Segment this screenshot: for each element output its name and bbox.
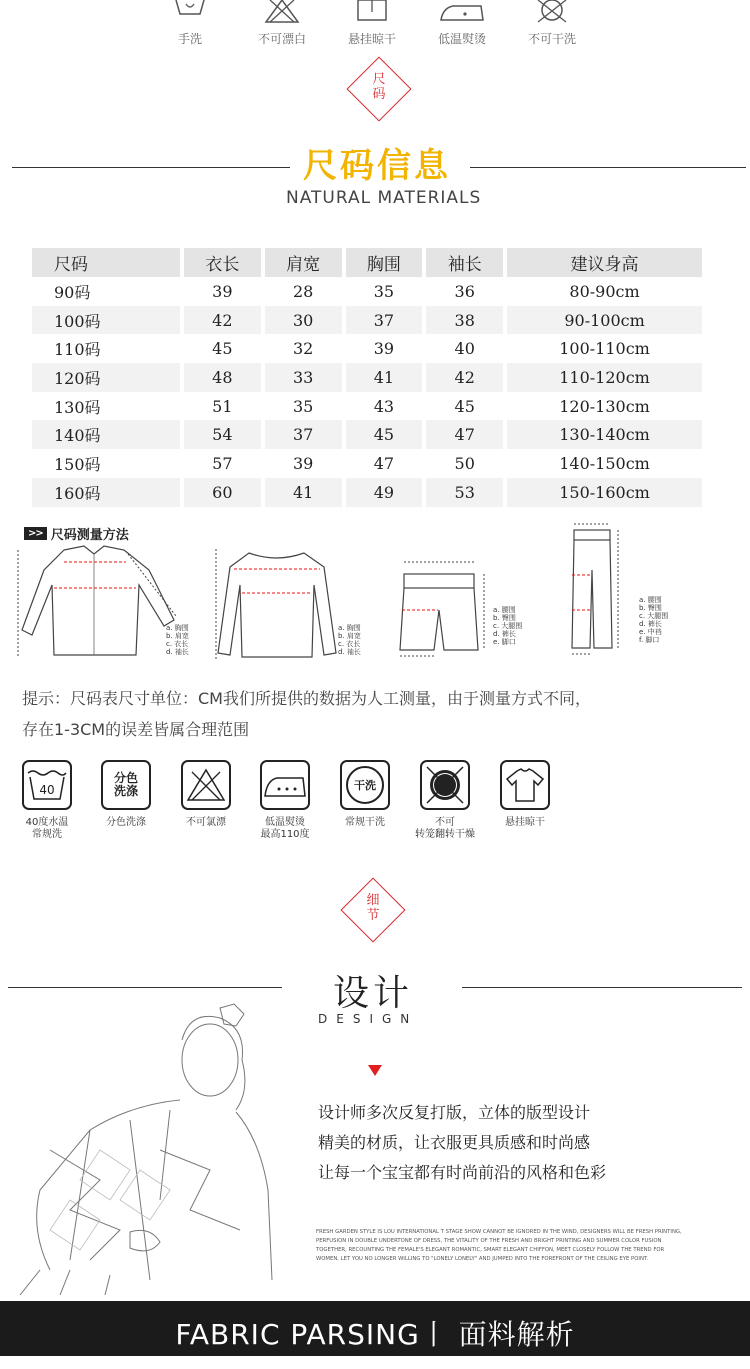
measure-method-title: 尺码测量方法 (50, 528, 129, 543)
table-cell: 48 (182, 363, 263, 392)
table-cell: 150-160cm (505, 478, 702, 507)
column-header: 肩宽 (263, 248, 344, 277)
column-header: 胸围 (344, 248, 425, 277)
care-icons-bottom (20, 760, 560, 855)
wash-40-icon (22, 760, 72, 810)
table-cell: 49 (344, 478, 425, 507)
design-divider-right (462, 987, 742, 988)
shorts-legend: a. 腰围 b. 臀围 c. 大腿围 d. 裤长 e. 脚口 (493, 606, 523, 646)
divider-left (12, 167, 290, 168)
column-header: 衣长 (182, 248, 263, 277)
column-header: 建议身高 (505, 248, 702, 277)
care-item-hang-dry: 悬挂晾干 (332, 0, 412, 47)
table-cell: 33 (263, 363, 344, 392)
table-row (32, 334, 702, 363)
table-cell: 47 (424, 420, 505, 449)
table-cell: 35 (344, 277, 425, 306)
size-tip (22, 683, 702, 745)
table-cell: 51 (182, 392, 263, 421)
table-cell: 41 (344, 363, 425, 392)
table-row (32, 277, 702, 306)
table-cell: 47 (344, 449, 425, 478)
care-item-no-dryclean: 不可干洗 (512, 0, 592, 47)
fashion-sketch-illustration (10, 1000, 300, 1295)
care-item-no-chlorine: 不可氯漂 (171, 760, 241, 829)
table-cell: 120-130cm (505, 392, 702, 421)
table-cell: 39 (263, 449, 344, 478)
table-cell: 140码 (32, 420, 182, 449)
shorts-diagram-icon (394, 550, 494, 660)
design-badge: 细 节 (366, 893, 380, 923)
double-arrow-icon: >> (24, 527, 47, 540)
no-tumble-dry-icon (420, 760, 470, 810)
dry-clean-icon: 干洗 (340, 760, 390, 810)
table-cell: 43 (344, 392, 425, 421)
fabric-parsing-banner: FABRIC PARSING丨 面料解析 (0, 1301, 750, 1356)
size-tip-line2: 存在1-3CM的误差皆属合理范围 (22, 720, 250, 739)
table-cell: 40 (424, 334, 505, 363)
table-cell: 36 (424, 277, 505, 306)
size-table (32, 248, 702, 507)
table-cell: 45 (182, 334, 263, 363)
column-header: 尺码 (32, 248, 182, 277)
care-item-dry-clean: 干洗 常规干洗 (330, 760, 400, 829)
care-icons-top (150, 0, 600, 56)
table-cell: 45 (424, 392, 505, 421)
table-cell: 38 (424, 306, 505, 335)
pants-legend: a. 腰围 b. 臀围 c. 大腿围 d. 裤长 e. 中裆 f. 脚口 (639, 596, 669, 644)
no-bleach-icon (262, 0, 302, 24)
table-cell: 130-140cm (505, 420, 702, 449)
table-cell: 35 (263, 392, 344, 421)
table-cell: 39 (182, 277, 263, 306)
design-fine-print: FRESH GARDEN STYLE IS LOU INTERNATIONAL T STAGE SHOW CANNOT BE IGNORED IN THE WIND, DESIGNERS WILL BE FRESH PRINTING, PERFUSION IN DOUBLE UNDERTONE OF DRESS, THE VITALITY OF THE FRESH AND BRIGHT PRINTING AND SUMMER COLOR FUSION TOGETHER, RECOUNTING THE FEMALE'S ELEGANT ROMANTIC, SMART ELEGANT CHIFFON, MEET CLOSELY FOLLOW THE TREND FOR WOMEN, LET YOU NO LONGER WILLING TO "LONELY LONELY" AND JUMPED INTO THE FOREFRONT OF THE CEILING EYE POINT. (316, 1229, 682, 1262)
table-cell: 54 (182, 420, 263, 449)
table-cell: 90-100cm (505, 306, 702, 335)
table-row (32, 478, 702, 507)
table-cell: 32 (263, 334, 344, 363)
size-table-header (32, 248, 702, 277)
table-cell: 50 (424, 449, 505, 478)
table-row (32, 449, 702, 478)
care-item-no-bleach: 不可漂白 (242, 0, 322, 47)
care-item-hand-wash: 手洗 (150, 0, 230, 47)
table-row (32, 306, 702, 335)
table-cell: 160码 (32, 478, 182, 507)
care-item-wash-40: 40 40度水温 常规洗 (12, 760, 82, 841)
care-item-low-iron-110: 低温熨烫 最高110度 (250, 760, 320, 841)
hand-wash-icon (170, 0, 210, 24)
table-cell: 30 (263, 306, 344, 335)
low-iron-icon (437, 0, 487, 24)
table-cell: 37 (344, 306, 425, 335)
care-item-no-tumble-dry: 不可 转笼翻转干燥 (410, 760, 480, 841)
table-cell: 57 (182, 449, 263, 478)
design-line: 精美的材质，让衣服更具质感和时尚感 (318, 1133, 591, 1152)
design-line: 设计师多次反复打版，立体的版型设计 (318, 1103, 591, 1122)
table-row (32, 363, 702, 392)
low-iron-110-icon (260, 760, 310, 810)
table-cell: 60 (182, 478, 263, 507)
design-title: 设计 (333, 973, 414, 1014)
table-cell: 130码 (32, 392, 182, 421)
svg-text:40: 40 (39, 783, 55, 797)
table-cell: 45 (344, 420, 425, 449)
care-item-low-iron: 低温熨烫 (422, 0, 502, 47)
table-cell: 80-90cm (505, 277, 702, 306)
table-cell: 53 (424, 478, 505, 507)
hang-dry-icon (352, 0, 392, 24)
sweater-legend: a. 胸围 b. 肩宽 c. 衣长 d. 袖长 (338, 624, 361, 656)
size-tip-line1: 提示：尺码表尺寸单位：CM我们所提供的数据为人工测量，由于测量方式不同， (22, 689, 591, 708)
measure-diagrams (14, 520, 704, 670)
column-header: 袖长 (424, 248, 505, 277)
table-cell: 41 (263, 478, 344, 507)
section-badge-size: 尺 码 (372, 72, 386, 102)
table-cell: 100码 (32, 306, 182, 335)
divider-right (470, 167, 746, 168)
design-divider-left (8, 987, 282, 988)
table-row (32, 420, 702, 449)
table-cell: 28 (263, 277, 344, 306)
size-info-subtitle: NATURAL MATERIALS (286, 188, 482, 208)
shirt-legend: a. 胸围 b. 肩宽 c. 衣长 d. 袖长 (166, 624, 189, 656)
table-cell: 42 (182, 306, 263, 335)
table-cell: 90码 (32, 277, 182, 306)
sweater-diagram-icon (214, 545, 344, 665)
table-cell: 140-150cm (505, 449, 702, 478)
design-subtitle: DESIGN (318, 1012, 419, 1026)
no-chlorine-icon (181, 760, 231, 810)
table-cell: 100-110cm (505, 334, 702, 363)
design-description (318, 1098, 606, 1188)
red-triangle-icon (368, 1065, 382, 1076)
table-cell: 42 (424, 363, 505, 392)
pants-diagram-icon (564, 520, 644, 660)
design-line: 让每一个宝宝都有时尚前沿的风格和色彩 (318, 1163, 607, 1182)
table-cell: 150码 (32, 449, 182, 478)
care-item-hang-dry-shirt: 悬挂晾干 (490, 760, 560, 829)
table-cell: 39 (344, 334, 425, 363)
table-cell: 110码 (32, 334, 182, 363)
table-cell: 110-120cm (505, 363, 702, 392)
no-dryclean-icon (532, 0, 572, 24)
separate-wash-icon: 分色 洗涤 (101, 760, 151, 810)
size-info-title: 尺码信息 (303, 146, 451, 186)
table-cell: 120码 (32, 363, 182, 392)
hang-dry-shirt-icon (500, 760, 550, 810)
table-row (32, 392, 702, 421)
table-cell: 37 (263, 420, 344, 449)
care-item-separate-wash: 分色 洗涤 分色洗涤 (91, 760, 161, 829)
